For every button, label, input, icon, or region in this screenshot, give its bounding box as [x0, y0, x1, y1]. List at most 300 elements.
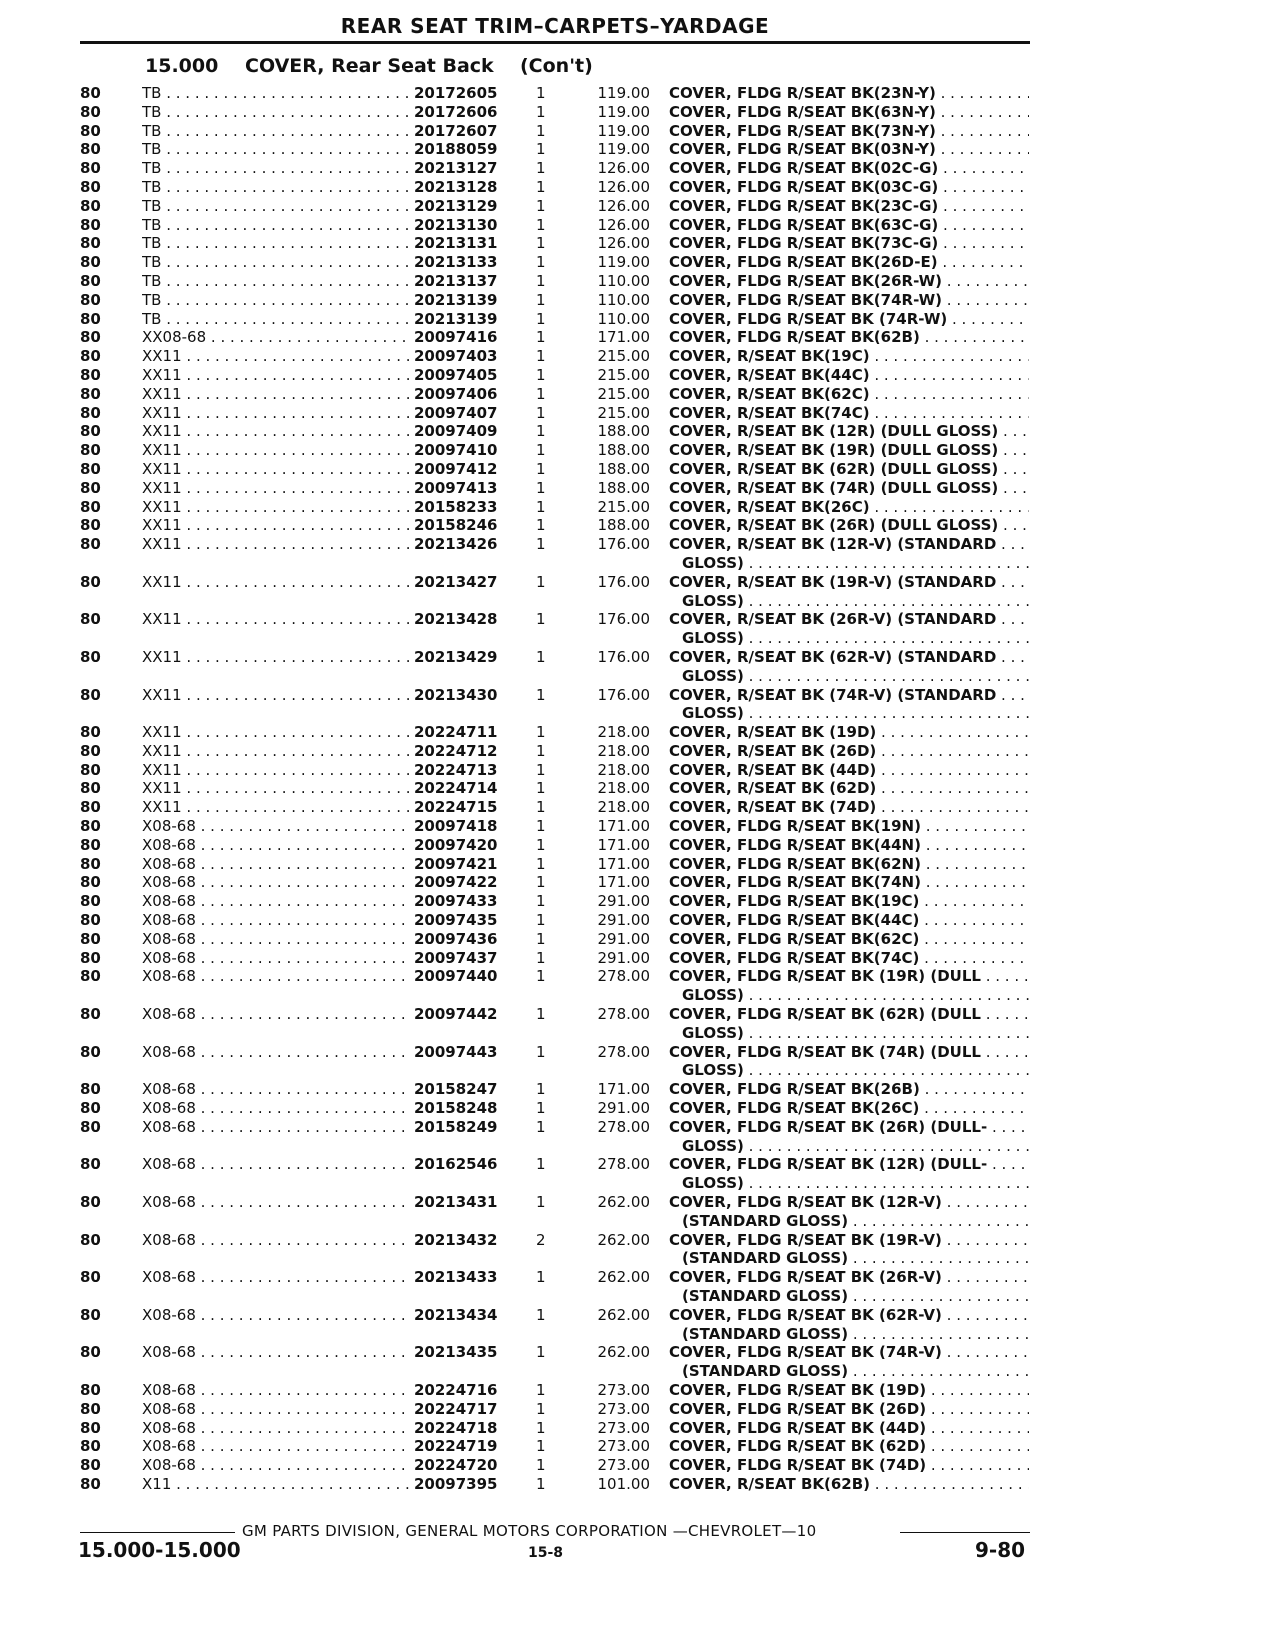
series-code: X08-68 . . .	[142, 836, 412, 855]
price: 119.00	[597, 121, 650, 140]
quantity: 1	[536, 84, 546, 102]
description: COVER, FLDG R/SEAT BK(74C) . . .	[669, 949, 1029, 968]
price: 262.00	[597, 1343, 650, 1362]
price: 273.00	[597, 1399, 650, 1418]
quantity: 1	[536, 779, 546, 798]
quantity: 1	[536, 253, 546, 272]
part-number: 20097422	[412, 873, 514, 892]
table-row	[0, 516, 1280, 535]
part-number: 20213433	[412, 1268, 514, 1287]
description: COVER, R/SEAT BK (19R-V) (STANDARD . . .	[669, 573, 1029, 592]
series-code: TB . . .	[142, 310, 412, 329]
series-code: XX11 . . .	[142, 686, 412, 705]
part-number: 20224718	[412, 1419, 514, 1438]
price: 262.00	[597, 1268, 650, 1287]
group-code: 80	[80, 516, 101, 535]
description: COVER, FLDG R/SEAT BK (26R-V) . . .	[669, 1268, 1029, 1287]
part-number: 20213431	[412, 1193, 514, 1212]
quantity: 1	[536, 1456, 546, 1475]
table-row	[0, 1419, 1280, 1438]
description: COVER, R/SEAT BK(62C) . . .	[669, 385, 1029, 404]
series-code: X08-68 . . .	[142, 1005, 412, 1024]
table-row	[0, 460, 1280, 479]
price: 278.00	[597, 1042, 650, 1061]
table-row	[0, 1080, 1280, 1099]
price: 126.00	[597, 215, 650, 234]
price: 218.00	[597, 798, 650, 817]
group-code: 80	[80, 159, 101, 178]
part-number: 20224711	[412, 723, 514, 742]
quantity: 1	[536, 140, 546, 159]
table-row	[0, 648, 1280, 686]
quantity: 1	[536, 1042, 546, 1061]
price: 176.00	[597, 572, 650, 591]
price: 291.00	[597, 948, 650, 967]
quantity: 1	[536, 365, 546, 384]
table-row	[0, 911, 1280, 930]
series-code: X08-68 . . .	[142, 1306, 412, 1325]
quantity: 1	[536, 328, 546, 347]
quantity: 1	[536, 1099, 546, 1118]
group-code: 80	[80, 685, 101, 704]
price: 278.00	[597, 1155, 650, 1174]
quantity: 1	[536, 215, 546, 234]
description: COVER, R/SEAT BK (62R) (DULL GLOSS) . . .	[669, 460, 1029, 479]
quantity: 1	[536, 1418, 546, 1437]
table-row	[0, 253, 1280, 272]
price: 273.00	[597, 1418, 650, 1437]
description: COVER, R/SEAT BK (26R) (DULL GLOSS) . . .	[669, 516, 1029, 535]
description-continued: GLOSS) . . .	[682, 704, 1029, 723]
series-code: TB . . .	[142, 197, 412, 216]
part-number: 20224713	[412, 761, 514, 780]
part-number: 20097416	[412, 328, 514, 347]
table-row	[0, 1306, 1280, 1344]
description: COVER, FLDG R/SEAT BK (44D) . . .	[669, 1419, 1029, 1438]
series-code: TB . . .	[142, 178, 412, 197]
group-code: 80	[80, 1155, 101, 1174]
description: COVER, FLDG R/SEAT BK(73C-G) . . .	[669, 234, 1029, 253]
quantity: 2	[536, 1230, 546, 1249]
price: 273.00	[597, 1437, 650, 1456]
quantity: 1	[536, 760, 546, 779]
group-code: 80	[80, 384, 101, 403]
description: COVER, R/SEAT BK(44C) . . .	[669, 366, 1029, 385]
description: COVER, R/SEAT BK (74R) (DULL GLOSS) . . .	[669, 479, 1029, 498]
series-code: TB . . .	[142, 84, 412, 103]
description: COVER, FLDG R/SEAT BK(44C) . . .	[669, 911, 1029, 930]
description: COVER, FLDG R/SEAT BK (26R) (DULL- . . .	[669, 1118, 1029, 1137]
table-row	[0, 498, 1280, 517]
description: COVER, FLDG R/SEAT BK(26R-W) . . .	[669, 272, 1029, 291]
description-continued: GLOSS) . . .	[682, 1061, 1029, 1080]
part-number: 20097413	[412, 479, 514, 498]
group-code: 80	[80, 967, 101, 986]
price: 218.00	[597, 779, 650, 798]
price: 110.00	[597, 290, 650, 309]
part-number: 20213129	[412, 197, 514, 216]
description-continued: (STANDARD GLOSS) . . .	[682, 1249, 1029, 1268]
quantity: 1	[536, 1080, 546, 1099]
quantity: 1	[536, 1268, 546, 1287]
price: 215.00	[597, 497, 650, 516]
part-number: 20172605	[412, 84, 514, 103]
series-code: XX11 . . .	[142, 422, 412, 441]
part-number: 20213139	[412, 310, 514, 329]
part-number: 20172606	[412, 103, 514, 122]
group-code: 80	[80, 422, 101, 441]
group-code: 80	[80, 253, 101, 272]
price: 110.00	[597, 309, 650, 328]
price: 176.00	[597, 535, 650, 554]
footer-date: 9-80	[975, 1538, 1026, 1562]
part-number: 20172607	[412, 122, 514, 141]
quantity: 1	[536, 1380, 546, 1399]
part-number: 20097440	[412, 967, 514, 986]
section-name: COVER, Rear Seat Back	[245, 55, 494, 77]
table-row	[0, 1343, 1280, 1381]
quantity: 1	[536, 610, 546, 629]
group-code: 80	[80, 1042, 101, 1061]
price: 188.00	[597, 478, 650, 497]
part-number: 20097436	[412, 930, 514, 949]
group-code: 80	[80, 84, 101, 102]
description: COVER, FLDG R/SEAT BK (26D) . . .	[669, 1400, 1029, 1419]
group-code: 80	[80, 1380, 101, 1399]
group-code: 80	[80, 1005, 101, 1024]
part-number: 20097437	[412, 949, 514, 968]
part-number: 20097410	[412, 441, 514, 460]
quantity: 1	[536, 1474, 546, 1493]
part-number: 20188059	[412, 140, 514, 159]
price: 215.00	[597, 384, 650, 403]
description-continued: (STANDARD GLOSS) . . .	[682, 1287, 1029, 1306]
series-code: X08-68 . . .	[142, 1118, 412, 1137]
description: COVER, FLDG R/SEAT BK(74N) . . .	[669, 873, 1029, 892]
quantity: 1	[536, 271, 546, 290]
description-continued: GLOSS) . . .	[682, 554, 1029, 573]
part-number: 20097418	[412, 817, 514, 836]
table-row	[0, 742, 1280, 761]
table-row	[0, 873, 1280, 892]
table-row	[0, 723, 1280, 742]
part-number: 20158249	[412, 1118, 514, 1137]
group-code: 80	[80, 1343, 101, 1362]
group-code: 80	[80, 215, 101, 234]
quantity: 1	[536, 647, 546, 666]
description: COVER, R/SEAT BK(62B) . . .	[669, 1475, 1029, 1494]
group-code: 80	[80, 196, 101, 215]
series-code: X08-68 . . .	[142, 930, 412, 949]
description: COVER, FLDG R/SEAT BK (12R-V) . . .	[669, 1193, 1029, 1212]
quantity: 1	[536, 1005, 546, 1024]
description: COVER, FLDG R/SEAT BK (74R-V) . . .	[669, 1343, 1029, 1362]
group-code: 80	[80, 835, 101, 854]
quantity: 1	[536, 309, 546, 328]
table-row	[0, 159, 1280, 178]
table-row	[0, 930, 1280, 949]
quantity: 1	[536, 177, 546, 196]
table-row	[0, 122, 1280, 141]
price: 291.00	[597, 911, 650, 930]
group-code: 80	[80, 1117, 101, 1136]
part-number: 20162546	[412, 1155, 514, 1174]
table-row	[0, 310, 1280, 329]
description: COVER, FLDG R/SEAT BK (62R) (DULL . . .	[669, 1005, 1029, 1024]
group-code: 80	[80, 760, 101, 779]
quantity: 1	[536, 1399, 546, 1418]
footer-division-text: GM PARTS DIVISION, GENERAL MOTORS CORPORATION —CHEVROLET—10	[242, 1522, 817, 1540]
series-code: X08-68 . . .	[142, 892, 412, 911]
price: 273.00	[597, 1380, 650, 1399]
series-code: X08-68 . . .	[142, 1231, 412, 1250]
description: COVER, FLDG R/SEAT BK(19N) . . .	[669, 817, 1029, 836]
series-code: XX11 . . .	[142, 404, 412, 423]
part-number: 20213130	[412, 216, 514, 235]
part-number: 20213137	[412, 272, 514, 291]
price: 119.00	[597, 84, 650, 102]
price: 188.00	[597, 516, 650, 535]
series-code: X08-68 . . .	[142, 1400, 412, 1419]
table-row	[0, 610, 1280, 648]
quantity: 1	[536, 967, 546, 986]
part-number: 20097442	[412, 1005, 514, 1024]
group-code: 80	[80, 121, 101, 140]
series-code: X08-68 . . .	[142, 817, 412, 836]
table-row	[0, 103, 1280, 122]
price: 171.00	[597, 817, 650, 836]
table-row	[0, 686, 1280, 724]
part-number: 20158247	[412, 1080, 514, 1099]
table-row	[0, 1381, 1280, 1400]
quantity: 1	[536, 159, 546, 178]
table-row	[0, 479, 1280, 498]
series-code: TB . . .	[142, 140, 412, 159]
price: 171.00	[597, 328, 650, 347]
quantity: 1	[536, 384, 546, 403]
series-code: XX11 . . .	[142, 798, 412, 817]
part-number: 20224720	[412, 1456, 514, 1475]
part-number: 20213430	[412, 686, 514, 705]
description: COVER, FLDG R/SEAT BK(26C) . . .	[669, 1099, 1029, 1118]
description: COVER, FLDG R/SEAT BK (12R) (DULL- . . .	[669, 1155, 1029, 1174]
series-code: TB . . .	[142, 216, 412, 235]
series-code: XX11 . . .	[142, 742, 412, 761]
description: COVER, R/SEAT BK(19C) . . .	[669, 347, 1029, 366]
series-code: X08-68 . . .	[142, 1043, 412, 1062]
group-code: 80	[80, 798, 101, 817]
description-continued: GLOSS) . . .	[682, 1137, 1029, 1156]
table-row	[0, 1155, 1280, 1193]
price: 119.00	[597, 102, 650, 121]
price: 278.00	[597, 1005, 650, 1024]
description: COVER, FLDG R/SEAT BK(74R-W) . . .	[669, 291, 1029, 310]
group-code: 80	[80, 140, 101, 159]
group-code: 80	[80, 1437, 101, 1456]
quantity: 1	[536, 1117, 546, 1136]
section-continued: (Con't)	[520, 55, 593, 77]
series-code: XX11 . . .	[142, 441, 412, 460]
table-row	[0, 84, 1280, 103]
part-number: 20213434	[412, 1306, 514, 1325]
description: COVER, FLDG R/SEAT BK (74R) (DULL . . .	[669, 1043, 1029, 1062]
series-code: TB . . .	[142, 122, 412, 141]
group-code: 80	[80, 441, 101, 460]
price: 215.00	[597, 403, 650, 422]
price: 171.00	[597, 835, 650, 854]
group-code: 80	[80, 572, 101, 591]
group-code: 80	[80, 234, 101, 253]
quantity: 1	[536, 948, 546, 967]
description: COVER, FLDG R/SEAT BK (19R-V) . . .	[669, 1231, 1029, 1250]
series-code: TB . . .	[142, 253, 412, 272]
series-code: X08-68 . . .	[142, 949, 412, 968]
part-number: 20213432	[412, 1231, 514, 1250]
quantity: 1	[536, 835, 546, 854]
series-code: XX11 . . .	[142, 347, 412, 366]
table-row	[0, 178, 1280, 197]
series-code: TB . . .	[142, 103, 412, 122]
table-row	[0, 967, 1280, 1005]
description-continued: (STANDARD GLOSS) . . .	[682, 1362, 1029, 1381]
series-code: XX11 . . .	[142, 385, 412, 404]
quantity: 1	[536, 497, 546, 516]
description: COVER, FLDG R/SEAT BK(26D-E) . . .	[669, 253, 1029, 272]
series-code: X08-68 . . .	[142, 1437, 412, 1456]
table-row	[0, 1231, 1280, 1269]
series-code: XX11 . . .	[142, 479, 412, 498]
quantity: 1	[536, 102, 546, 121]
series-code: X11 . . .	[142, 1475, 412, 1494]
description: COVER, FLDG R/SEAT BK(62N) . . .	[669, 855, 1029, 874]
description-continued: GLOSS) . . .	[682, 1174, 1029, 1193]
price: 273.00	[597, 1456, 650, 1475]
table-row	[0, 573, 1280, 611]
table-row	[0, 216, 1280, 235]
group-code: 80	[80, 1268, 101, 1287]
group-code: 80	[80, 403, 101, 422]
description-continued: GLOSS) . . .	[682, 629, 1029, 648]
title-rule	[80, 41, 1030, 44]
part-number: 20213139	[412, 291, 514, 310]
series-code: X08-68 . . .	[142, 1268, 412, 1287]
series-code: XX11 . . .	[142, 779, 412, 798]
group-code: 80	[80, 497, 101, 516]
description: COVER, FLDG R/SEAT BK (62D) . . .	[669, 1437, 1029, 1456]
quantity: 1	[536, 196, 546, 215]
section-code: 15.000	[145, 55, 219, 77]
price: 126.00	[597, 234, 650, 253]
price: 126.00	[597, 159, 650, 178]
group-code: 80	[80, 1099, 101, 1118]
table-row	[0, 949, 1280, 968]
series-code: X08-68 . . .	[142, 1080, 412, 1099]
table-row	[0, 441, 1280, 460]
group-code: 80	[80, 854, 101, 873]
group-code: 80	[80, 723, 101, 742]
description: COVER, FLDG R/SEAT BK (74R-W) . . .	[669, 310, 1029, 329]
part-number: 20224717	[412, 1400, 514, 1419]
description-continued: GLOSS) . . .	[682, 986, 1029, 1005]
series-code: X08-68 . . .	[142, 911, 412, 930]
part-number: 20158246	[412, 516, 514, 535]
description: COVER, R/SEAT BK (44D) . . .	[669, 761, 1029, 780]
description: COVER, FLDG R/SEAT BK(73N-Y) . . .	[669, 122, 1029, 141]
group-code: 80	[80, 365, 101, 384]
price: 176.00	[597, 685, 650, 704]
description: COVER, FLDG R/SEAT BK(02C-G) . . .	[669, 159, 1029, 178]
quantity: 1	[536, 441, 546, 460]
quantity: 1	[536, 798, 546, 817]
group-code: 80	[80, 779, 101, 798]
description: COVER, FLDG R/SEAT BK(63N-Y) . . .	[669, 103, 1029, 122]
description: COVER, R/SEAT BK (12R-V) (STANDARD . . .	[669, 535, 1029, 554]
description: COVER, FLDG R/SEAT BK(23N-Y) . . .	[669, 84, 1029, 103]
price: 215.00	[597, 365, 650, 384]
series-code: XX11 . . .	[142, 366, 412, 385]
series-code: X08-68 . . .	[142, 855, 412, 874]
table-row	[0, 892, 1280, 911]
table-row	[0, 140, 1280, 159]
price: 262.00	[597, 1305, 650, 1324]
price: 119.00	[597, 140, 650, 159]
group-code: 80	[80, 309, 101, 328]
group-code: 80	[80, 271, 101, 290]
quantity: 1	[536, 685, 546, 704]
group-code: 80	[80, 328, 101, 347]
description: COVER, FLDG R/SEAT BK(62C) . . .	[669, 930, 1029, 949]
part-number: 20097407	[412, 404, 514, 423]
price: 278.00	[597, 1117, 650, 1136]
series-code: TB . . .	[142, 234, 412, 253]
part-number: 20213426	[412, 535, 514, 554]
footer-rule-left	[80, 1532, 235, 1533]
series-code: X08-68 . . .	[142, 967, 412, 986]
table-row	[0, 855, 1280, 874]
description: COVER, R/SEAT BK (19D) . . .	[669, 723, 1029, 742]
group-code: 80	[80, 948, 101, 967]
description: COVER, FLDG R/SEAT BK(03N-Y) . . .	[669, 140, 1029, 159]
group-code: 80	[80, 1474, 101, 1493]
page-title: REAR SEAT TRIM–CARPETS–YARDAGE	[340, 14, 770, 38]
part-number: 20158248	[412, 1099, 514, 1118]
table-row	[0, 1268, 1280, 1306]
part-number: 20097433	[412, 892, 514, 911]
footer-page-number: 15-8	[528, 1545, 564, 1561]
part-number: 20213133	[412, 253, 514, 272]
quantity: 1	[536, 347, 546, 366]
series-code: XX11 . . .	[142, 498, 412, 517]
quantity: 1	[536, 478, 546, 497]
price: 171.00	[597, 1080, 650, 1099]
table-row	[0, 1005, 1280, 1043]
series-code: X08-68 . . .	[142, 1419, 412, 1438]
part-number: 20158233	[412, 498, 514, 517]
part-number: 20224712	[412, 742, 514, 761]
series-code: XX11 . . .	[142, 648, 412, 667]
series-code: XX11 . . .	[142, 516, 412, 535]
description-continued: GLOSS) . . .	[682, 592, 1029, 611]
quantity: 1	[536, 1305, 546, 1324]
series-code: TB . . .	[142, 159, 412, 178]
price: 218.00	[597, 741, 650, 760]
group-code: 80	[80, 1418, 101, 1437]
quantity: 1	[536, 873, 546, 892]
quantity: 1	[536, 403, 546, 422]
quantity: 1	[536, 1155, 546, 1174]
price: 218.00	[597, 723, 650, 742]
quantity: 1	[536, 929, 546, 948]
